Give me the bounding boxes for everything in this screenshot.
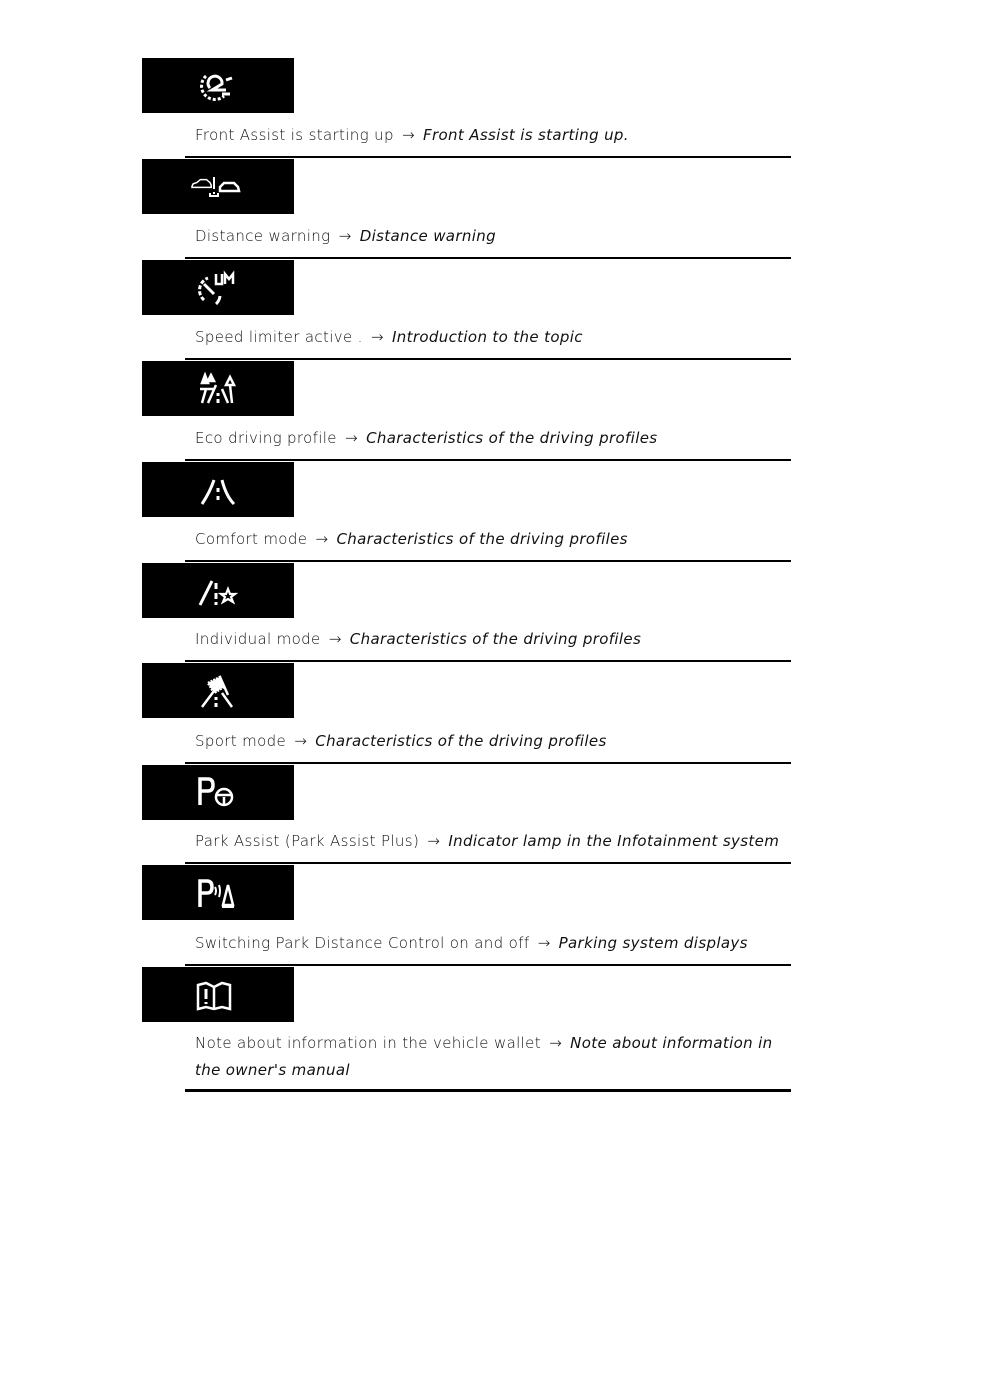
lamp-caption	[195, 324, 791, 351]
lamp-caption	[195, 626, 791, 653]
lamp-description: Comfort mode	[195, 530, 308, 548]
cross-reference-link[interactable]: Note about information in the owner's manual	[195, 1034, 773, 1079]
lamp-caption	[195, 728, 791, 755]
arrow-icon: →	[338, 227, 352, 245]
sport-mode-icon	[192, 671, 240, 711]
cross-reference-link[interactable]: Distance warning	[359, 227, 496, 245]
lamp-symbol-box	[142, 58, 294, 113]
comfort-mode-icon	[192, 470, 240, 510]
arrow-icon: →	[315, 530, 329, 548]
owners-manual-icon	[192, 975, 240, 1015]
divider	[185, 257, 791, 259]
park-assist-icon	[192, 773, 240, 813]
front-assist-icon	[192, 66, 240, 106]
arrow-icon: →	[537, 934, 551, 952]
divider	[185, 964, 791, 966]
divider	[185, 358, 791, 360]
lamp-description: Eco driving profile	[195, 429, 337, 447]
lamp-symbol-box	[142, 260, 294, 315]
lamp-description: Distance warning	[195, 227, 331, 245]
lamp-description: Note about information in the vehicle wallet	[195, 1034, 541, 1052]
lamp-description: Sport mode	[195, 732, 287, 750]
lamp-description: Switching Park Distance Control on and off	[195, 934, 530, 952]
arrow-icon: →	[427, 832, 441, 850]
lamp-caption	[195, 122, 791, 149]
lamp-symbol-box	[142, 563, 294, 618]
lamp-symbol-box	[142, 865, 294, 920]
lamp-caption	[195, 425, 791, 452]
cross-reference-link[interactable]: Front Assist is starting up.	[423, 126, 629, 144]
lamp-symbol-box	[142, 765, 294, 820]
cross-reference-link[interactable]: Indicator lamp in the Infotainment system	[448, 832, 780, 850]
lamp-caption	[195, 1030, 791, 1084]
cross-reference-link[interactable]: Characteristics of the driving profiles	[366, 429, 658, 447]
arrow-icon: →	[345, 429, 358, 447]
divider	[185, 560, 791, 562]
cross-reference-link[interactable]: Characteristics of the driving profiles	[349, 630, 642, 648]
cross-reference-link[interactable]: Characteristics of the driving profiles	[315, 732, 607, 750]
lamp-description: Individual mode	[195, 630, 321, 648]
divider	[185, 156, 791, 158]
lamp-caption	[195, 828, 791, 855]
lamp-description: Park Assist (Park Assist Plus)	[195, 832, 420, 850]
individual-mode-icon	[192, 571, 240, 611]
lamp-symbol-box	[142, 967, 294, 1022]
arrow-icon: →	[294, 732, 308, 750]
lamp-symbol-box	[142, 159, 294, 214]
lamp-symbol-box	[142, 663, 294, 718]
divider	[185, 660, 791, 662]
arrow-icon: →	[370, 328, 384, 346]
eco-profile-icon	[192, 369, 240, 409]
distance-warning-icon	[170, 167, 262, 207]
lamp-caption	[195, 223, 791, 250]
lamp-caption	[195, 930, 791, 957]
divider	[185, 459, 791, 461]
lamp-description: Front Assist is starting up	[195, 126, 394, 144]
divider	[185, 862, 791, 864]
park-distance-control-icon	[192, 873, 240, 913]
arrow-icon: →	[549, 1034, 563, 1052]
lamp-symbol-box	[142, 462, 294, 517]
cross-reference-link[interactable]: Parking system displays	[558, 934, 748, 952]
divider	[185, 762, 791, 764]
arrow-icon: →	[328, 630, 342, 648]
arrow-icon: →	[401, 126, 415, 144]
lamp-symbol-box	[142, 361, 294, 416]
cross-reference-link[interactable]: Introduction to the topic	[391, 328, 583, 346]
speed-limiter-icon	[192, 268, 240, 308]
divider	[185, 1089, 791, 1092]
lamp-description: Speed limiter active .	[195, 328, 363, 346]
cross-reference-link[interactable]: Characteristics of the driving profiles	[336, 530, 628, 548]
lamp-caption	[195, 526, 791, 553]
